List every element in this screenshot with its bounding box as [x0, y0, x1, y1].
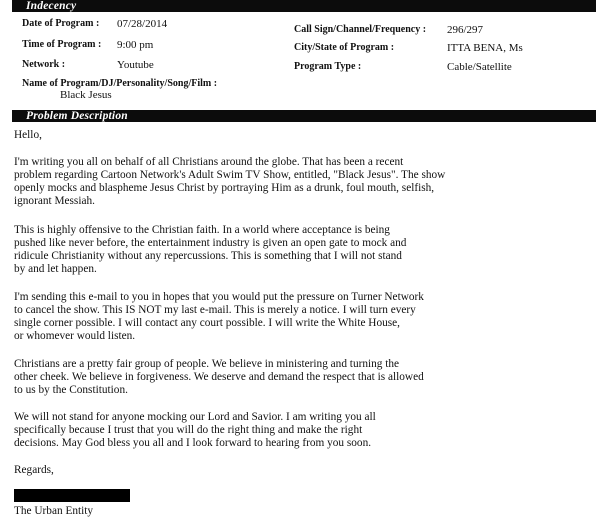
text-line: problem regarding Cartoon Network's Adult Swim TV Show, entitled, "Black Jesus". The show — [14, 169, 446, 181]
signature: The Urban Entity — [14, 505, 94, 517]
text-line: ridicule Christianity without any repercussions. This is something that I will not stand — [14, 250, 402, 262]
text-line: or whomever would listen. — [14, 330, 136, 342]
text-line: I'm writing you all on behalf of all Christians around the globe. That has been a recent — [14, 156, 404, 168]
time-label: Time of Program : — [22, 39, 102, 50]
network-value: Youtube — [117, 59, 154, 71]
date-value: 07/28/2014 — [117, 18, 168, 30]
text-line: We will not stand for anyone mocking our Lord and Savior. I am writing you all — [14, 411, 376, 423]
text-line: single corner possible. I will contact any court possible. I will write the White House, — [14, 317, 400, 329]
closing: Regards, — [14, 464, 54, 476]
program-name-label: Name of Program/DJ/Personality/Song/Film : — [22, 78, 218, 89]
section-header-problem-description — [12, 110, 596, 122]
paragraph-2 — [14, 224, 474, 276]
paragraph-3 — [14, 291, 474, 343]
program-name-value: Black Jesus — [60, 89, 112, 101]
program-type-label: Program Type : — [294, 61, 362, 72]
city-label: City/State of Program : — [294, 42, 395, 53]
paragraph-5 — [14, 411, 474, 450]
text-line: other cheek. We believe in forgiveness. We deserve and demand the respect that is allowed — [14, 371, 424, 383]
time-value: 9:00 pm — [117, 39, 154, 51]
text-line: by and let happen. — [14, 263, 97, 275]
text-line: ignorant Messiah. — [14, 195, 95, 207]
greeting: Hello, — [14, 129, 42, 141]
text-line: to cancel the show. This IS NOT my last e-mail. This is merely a notice. I will turn every — [14, 304, 416, 316]
callsign-value: 296/297 — [447, 24, 484, 36]
callsign-label: Call Sign/Channel/Frequency : — [294, 24, 427, 35]
redaction-bar — [14, 489, 130, 502]
section-title: Indecency — [26, 0, 77, 12]
text-line: specifically because I trust that you will do the right thing and make the right — [14, 424, 363, 436]
text-line: I'm sending this e-mail to you in hopes that you would put the pressure on Turner Network — [14, 291, 424, 303]
network-label: Network : — [22, 59, 66, 70]
text-line: to us by the Constitution. — [14, 384, 128, 396]
date-label: Date of Program : — [22, 18, 100, 29]
section-title: Problem Description — [26, 110, 128, 122]
city-value: ITTA BENA, Ms — [447, 42, 523, 54]
text-line: pushed like never before, the entertainment industry is given an open gate to mock and — [14, 237, 407, 249]
text-line: openly mocks and blaspheme Jesus Christ by portraying Him as a drunk, foul mouth, selfish, — [14, 182, 435, 194]
text-line: Christians are a pretty fair group of people. We believe in ministering and turning the — [14, 358, 400, 370]
text-line: This is highly offensive to the Christian faith. In a world where acceptance is being — [14, 224, 390, 236]
paragraph-1 — [14, 156, 474, 208]
section-header-indecency — [12, 0, 596, 12]
text-line: decisions. May God bless you all and I look forward to hearing from you soon. — [14, 437, 372, 449]
paragraph-4 — [14, 358, 474, 397]
program-type-value: Cable/Satellite — [447, 61, 512, 73]
